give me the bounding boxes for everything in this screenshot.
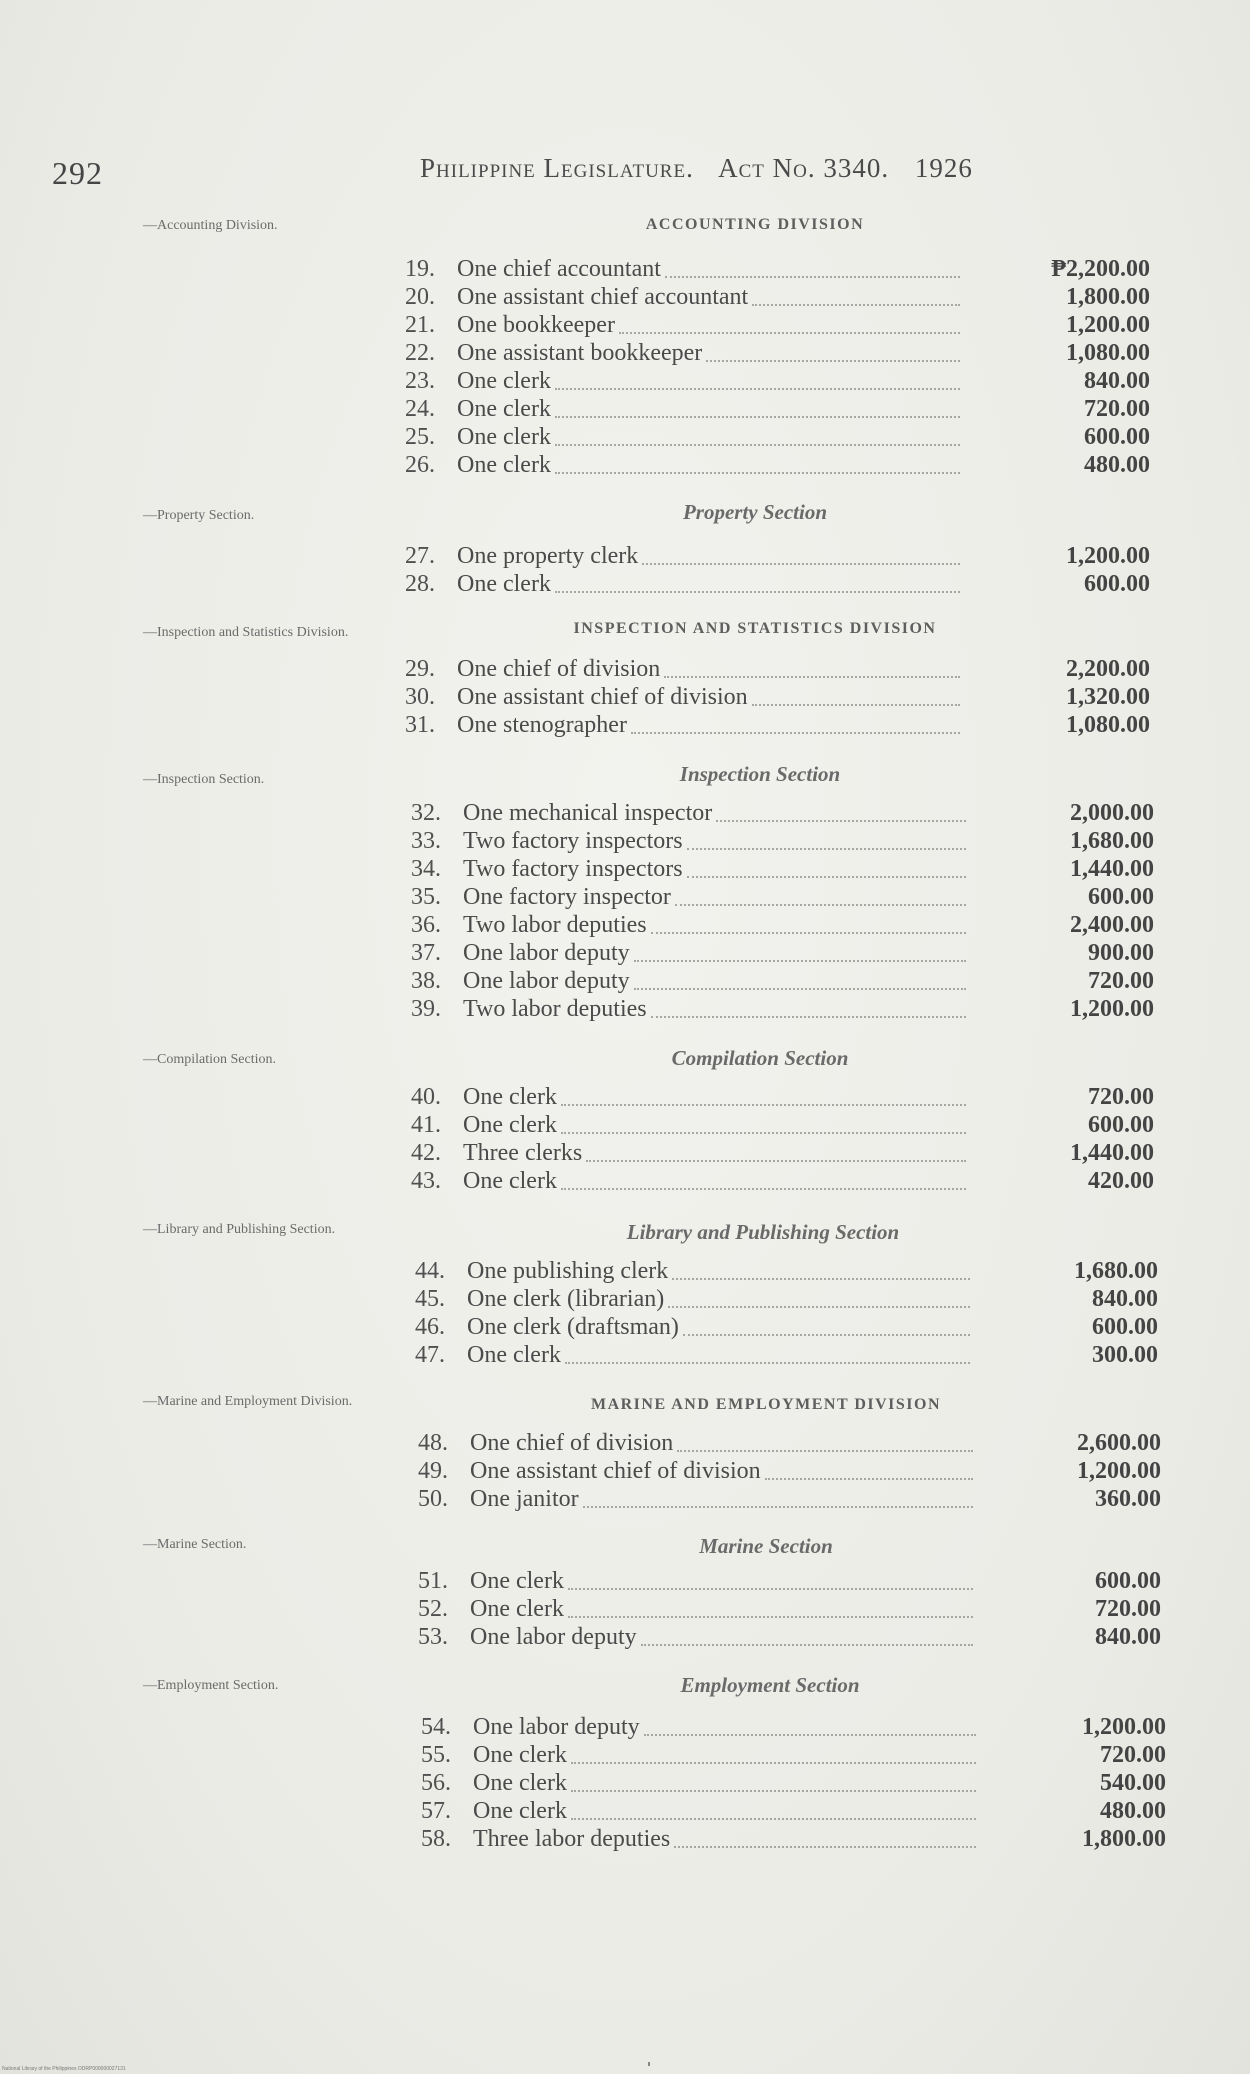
list-item [415, 1342, 1158, 1370]
list-item [411, 884, 1154, 912]
item-amount: 720.00 [1088, 968, 1154, 994]
item-amount: 1,200.00 [1070, 996, 1154, 1022]
item-amount: 2,200.00 [1066, 656, 1150, 682]
item-amount: 1,320.00 [1066, 684, 1150, 710]
section-heading: MARINE AND EMPLOYMENT DIVISION [590, 1396, 942, 1413]
item-description: One clerk [463, 1084, 557, 1110]
dot-leader [555, 472, 960, 474]
list-item [411, 828, 1154, 856]
item-description: One clerk [473, 1798, 567, 1824]
dot-leader [555, 416, 960, 418]
item-description: One chief of division [470, 1430, 674, 1456]
dot-leader [561, 1132, 966, 1134]
list-item [411, 912, 1154, 940]
item-number: 36. [411, 912, 441, 938]
running-head-year: 1926 [914, 153, 973, 183]
item-number: 58. [421, 1826, 451, 1852]
dot-leader [651, 932, 966, 934]
item-number: 49. [418, 1458, 448, 1484]
section-heading: Library and Publishing Section [626, 1220, 900, 1244]
list-item [421, 1714, 1166, 1742]
list-item [415, 1286, 1158, 1314]
item-number: 25. [405, 424, 435, 450]
dot-leader [644, 1734, 976, 1736]
item-number: 53. [418, 1624, 448, 1650]
list-item [411, 940, 1154, 968]
list-item [415, 1258, 1158, 1286]
dot-leader [668, 1306, 970, 1308]
list-item [405, 684, 1150, 712]
dot-leader [683, 1334, 970, 1336]
item-number: 20. [405, 284, 435, 310]
item-number: 42. [411, 1140, 441, 1166]
item-description: One bookkeeper [457, 312, 615, 338]
item-description: One chief accountant [457, 256, 661, 282]
section-heading: ACCOUNTING DIVISION [645, 216, 865, 233]
item-description: One assistant bookkeeper [457, 340, 703, 366]
margin-note: —Inspection and Statistics Division. [143, 625, 349, 640]
dot-leader [555, 388, 960, 390]
item-description: One assistant chief of division [457, 684, 748, 710]
dot-leader [674, 1846, 976, 1848]
dot-leader [555, 591, 960, 593]
item-amount: 1,080.00 [1066, 712, 1150, 738]
item-amount: 600.00 [1095, 1568, 1161, 1594]
list-item [421, 1742, 1166, 1770]
item-number: 55. [421, 1742, 451, 1768]
item-description: One clerk [473, 1742, 567, 1768]
item-number: 33. [411, 828, 441, 854]
item-description: One clerk (draftsman) [467, 1314, 679, 1340]
list-item [405, 571, 1150, 599]
item-amount: 300.00 [1092, 1342, 1158, 1368]
item-description: One factory inspector [463, 884, 671, 910]
item-number: 26. [405, 452, 435, 478]
item-amount: 840.00 [1084, 368, 1150, 394]
margin-note: —Marine and Employment Division. [143, 1394, 353, 1409]
item-description: Three labor deputies [473, 1826, 671, 1852]
item-list [405, 256, 1150, 480]
dot-leader [765, 1478, 973, 1480]
item-list [415, 1258, 1158, 1370]
item-number: 38. [411, 968, 441, 994]
item-description: One assistant chief of division [470, 1458, 761, 1484]
item-number: 43. [411, 1168, 441, 1194]
margin-note: —Accounting Division. [143, 218, 278, 233]
item-description: Two labor deputies [463, 912, 647, 938]
margin-note: —Property Section. [143, 508, 255, 523]
list-item [405, 424, 1150, 452]
margin-note: —Marine Section. [143, 1537, 247, 1552]
dot-leader [571, 1790, 976, 1792]
item-number: 28. [405, 571, 435, 597]
running-head-act: Act No. 3340. [718, 153, 890, 183]
item-amount: 1,200.00 [1082, 1714, 1166, 1740]
item-amount: 840.00 [1095, 1624, 1161, 1650]
dot-leader [561, 1188, 966, 1190]
item-amount: 1,440.00 [1070, 1140, 1154, 1166]
item-amount: 1,080.00 [1066, 340, 1150, 366]
item-description: Two factory inspectors [463, 828, 683, 854]
item-description: One clerk [470, 1596, 564, 1622]
item-amount: 1,800.00 [1082, 1826, 1166, 1852]
list-item [411, 1140, 1154, 1168]
item-number: 54. [421, 1714, 451, 1740]
item-amount: 360.00 [1095, 1486, 1161, 1512]
dot-leader [571, 1762, 976, 1764]
item-description: Two factory inspectors [463, 856, 683, 882]
margin-note: —Employment Section. [143, 1678, 279, 1693]
dot-leader [677, 1450, 973, 1452]
item-amount: 420.00 [1088, 1168, 1154, 1194]
item-description: One clerk [457, 396, 551, 422]
item-number: 27. [405, 543, 435, 569]
item-amount: 1,440.00 [1070, 856, 1154, 882]
list-item [411, 1168, 1154, 1196]
item-amount: 1,800.00 [1066, 284, 1150, 310]
item-number: 31. [405, 712, 435, 738]
item-number: 44. [415, 1258, 445, 1284]
list-item [411, 996, 1154, 1024]
item-number: 51. [418, 1568, 448, 1594]
dot-leader [555, 444, 960, 446]
item-description: One assistant chief accountant [457, 284, 749, 310]
section-heading: Property Section [682, 500, 828, 524]
dot-leader [642, 563, 960, 565]
item-description: One clerk [463, 1168, 557, 1194]
list-item [418, 1624, 1161, 1652]
dot-leader [631, 732, 960, 734]
dot-leader [634, 960, 966, 962]
scan-speck [648, 2062, 650, 2066]
item-description: One clerk [457, 368, 551, 394]
section-heading: Compilation Section [671, 1046, 849, 1070]
item-list [405, 543, 1150, 599]
item-description: One labor deputy [463, 968, 630, 994]
item-number: 29. [405, 656, 435, 682]
list-item [411, 856, 1154, 884]
dot-leader [619, 332, 960, 334]
item-description: One stenographer [457, 712, 627, 738]
list-item [421, 1826, 1166, 1854]
item-amount: 480.00 [1100, 1798, 1166, 1824]
list-item [405, 452, 1150, 480]
margin-note: —Library and Publishing Section. [143, 1222, 336, 1237]
item-amount: 600.00 [1092, 1314, 1158, 1340]
dot-leader [586, 1160, 966, 1162]
item-description: One labor deputy [463, 940, 630, 966]
item-description: One clerk [457, 571, 551, 597]
margin-note: —Compilation Section. [143, 1052, 276, 1067]
list-item [405, 368, 1150, 396]
list-item [418, 1458, 1161, 1486]
footer-credit: National Library of the Philippines ODRP000000027131 [2, 2066, 126, 2072]
dot-leader [716, 820, 966, 822]
item-description: One labor deputy [470, 1624, 637, 1650]
running-head [420, 153, 991, 184]
item-description: Three clerks [463, 1140, 583, 1166]
item-amount: ₱2,200.00 [1051, 256, 1150, 282]
item-number: 23. [405, 368, 435, 394]
item-amount: 600.00 [1088, 884, 1154, 910]
item-amount: 720.00 [1088, 1084, 1154, 1110]
list-item [405, 312, 1150, 340]
item-number: 45. [415, 1286, 445, 1312]
list-item [415, 1314, 1158, 1342]
item-amount: 2,600.00 [1077, 1430, 1161, 1456]
dot-leader [651, 1016, 966, 1018]
item-amount: 600.00 [1088, 1112, 1154, 1138]
item-description: One clerk [470, 1568, 564, 1594]
item-amount: 600.00 [1084, 571, 1150, 597]
item-amount: 720.00 [1095, 1596, 1161, 1622]
dot-leader [675, 904, 966, 906]
item-description: One clerk [463, 1112, 557, 1138]
item-description: Two labor deputies [463, 996, 647, 1022]
item-number: 52. [418, 1596, 448, 1622]
dot-leader [634, 988, 966, 990]
item-amount: 1,680.00 [1070, 828, 1154, 854]
item-description: One chief of division [457, 656, 661, 682]
section-heading: Employment Section [680, 1673, 860, 1697]
item-amount: 480.00 [1084, 452, 1150, 478]
item-amount: 540.00 [1100, 1770, 1166, 1796]
item-number: 47. [415, 1342, 445, 1368]
dot-leader [706, 360, 960, 362]
item-list [411, 800, 1154, 1024]
list-item [418, 1430, 1161, 1458]
item-number: 37. [411, 940, 441, 966]
dot-leader [568, 1616, 973, 1618]
list-item [418, 1486, 1161, 1514]
list-item [421, 1798, 1166, 1826]
item-list [405, 656, 1150, 740]
list-item [418, 1596, 1161, 1624]
item-amount: 1,200.00 [1066, 312, 1150, 338]
dot-leader [565, 1362, 970, 1364]
dot-leader [665, 276, 960, 278]
list-item [411, 1112, 1154, 1140]
dot-leader [641, 1644, 973, 1646]
item-amount: 720.00 [1084, 396, 1150, 422]
item-number: 35. [411, 884, 441, 910]
item-description: One mechanical inspector [463, 800, 713, 826]
dot-leader [687, 876, 966, 878]
list-item [405, 340, 1150, 368]
item-number: 32. [411, 800, 441, 826]
item-description: One clerk [467, 1342, 561, 1368]
running-head-title: Philippine Legislature. [420, 153, 694, 183]
item-list [411, 1084, 1154, 1196]
dot-leader [664, 676, 960, 678]
list-item [411, 968, 1154, 996]
item-number: 34. [411, 856, 441, 882]
item-number: 46. [415, 1314, 445, 1340]
item-number: 21. [405, 312, 435, 338]
item-description: One property clerk [457, 543, 639, 569]
dot-leader [672, 1278, 970, 1280]
list-item [421, 1770, 1166, 1798]
item-amount: 2,000.00 [1070, 800, 1154, 826]
item-description: One clerk [473, 1770, 567, 1796]
section-heading: Marine Section [699, 1534, 833, 1558]
item-number: 50. [418, 1486, 448, 1512]
item-description: One clerk [457, 424, 551, 450]
item-number: 57. [421, 1798, 451, 1824]
item-amount: 840.00 [1092, 1286, 1158, 1312]
item-amount: 600.00 [1084, 424, 1150, 450]
item-list [421, 1714, 1166, 1854]
item-amount: 1,680.00 [1074, 1258, 1158, 1284]
item-number: 56. [421, 1770, 451, 1796]
item-amount: 1,200.00 [1077, 1458, 1161, 1484]
item-number: 22. [405, 340, 435, 366]
list-item [405, 712, 1150, 740]
item-amount: 900.00 [1088, 940, 1154, 966]
list-item [405, 656, 1150, 684]
list-item [411, 800, 1154, 828]
page-number: 292 [52, 155, 103, 191]
list-item [405, 284, 1150, 312]
list-item [418, 1568, 1161, 1596]
item-description: One janitor [470, 1486, 579, 1512]
item-amount: 1,200.00 [1066, 543, 1150, 569]
dot-leader [687, 848, 966, 850]
list-item [405, 256, 1150, 284]
item-number: 19. [405, 256, 435, 282]
item-number: 41. [411, 1112, 441, 1138]
section-heading: Inspection Section [679, 762, 841, 786]
item-list [418, 1568, 1161, 1652]
list-item [411, 1084, 1154, 1112]
dot-leader [561, 1104, 966, 1106]
dot-leader [568, 1588, 973, 1590]
list-item [405, 543, 1150, 571]
list-item [405, 396, 1150, 424]
item-amount: 2,400.00 [1070, 912, 1154, 938]
dot-leader [752, 304, 960, 306]
margin-note: —Inspection Section. [143, 772, 265, 787]
item-number: 48. [418, 1430, 448, 1456]
item-amount: 720.00 [1100, 1742, 1166, 1768]
section-heading: INSPECTION AND STATISTICS DIVISION [573, 620, 937, 637]
item-description: One publishing clerk [467, 1258, 669, 1284]
item-list [418, 1430, 1161, 1514]
item-number: 40. [411, 1084, 441, 1110]
item-description: One clerk (librarian) [467, 1286, 665, 1312]
item-number: 39. [411, 996, 441, 1022]
item-number: 30. [405, 684, 435, 710]
item-description: One labor deputy [473, 1714, 640, 1740]
item-description: One clerk [457, 452, 551, 478]
dot-leader [583, 1506, 973, 1508]
dot-leader [571, 1818, 976, 1820]
dot-leader [752, 704, 960, 706]
item-number: 24. [405, 396, 435, 422]
